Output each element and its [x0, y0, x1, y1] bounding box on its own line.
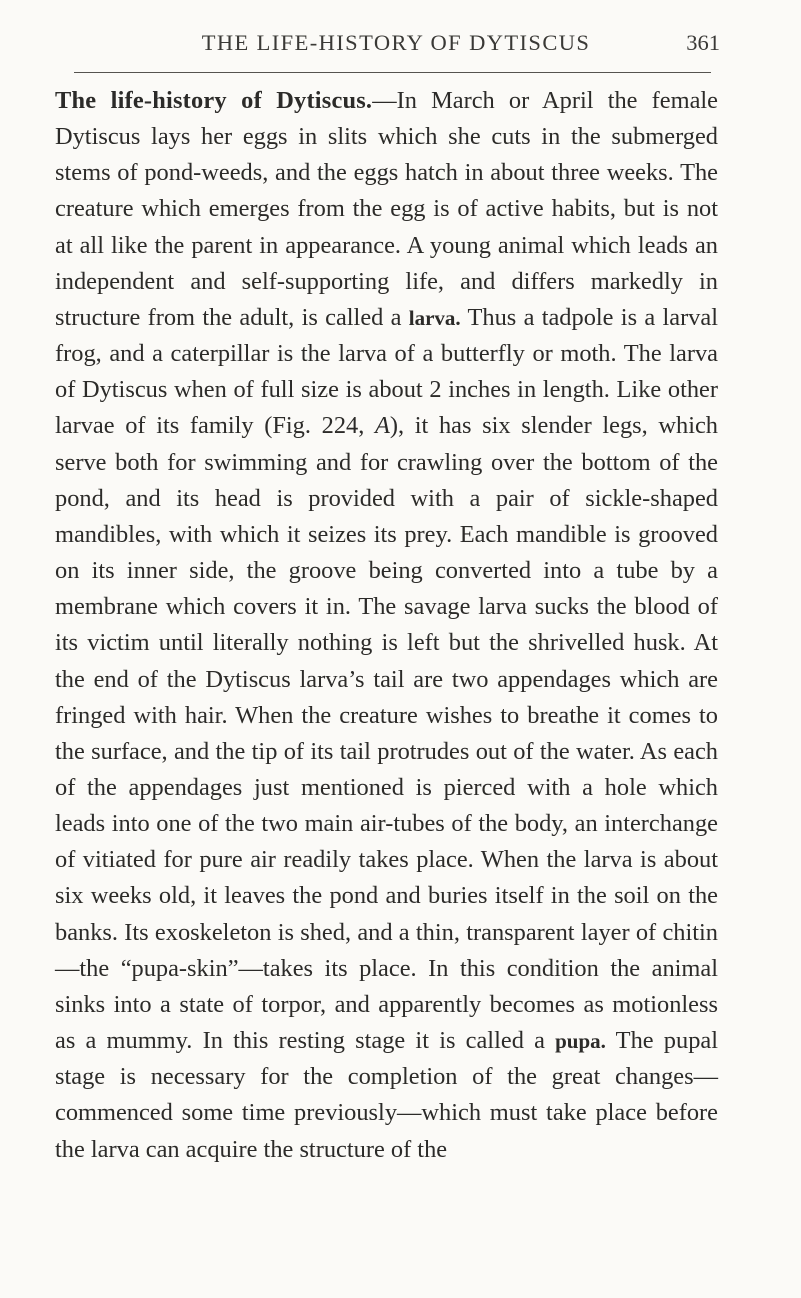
figure-reference-letter: A — [374, 412, 390, 440]
paragraph-text-3: ), it has six slender legs, which serve both for swimming and for crawling over the bottom of the pond, and its head is provided with a pair of sickle-shaped mandibles, with which it seizes its prey. Each mandible is grooved on its inner side, the groove being converted into a tube by a membrane which covers it in. The savage larva sucks the blood of its victim until literally nothing is left but the shrivelled husk. At the end of the Dytiscus larva’s tail are two appendages which are fringed with hair. When the creature wishes to breathe it comes to the surface, and the tip of its tail protrudes out of the water. As each of the appendages just mentioned is pierced with a hole which leads into one of the two main air-tubes of the body, an interchange of vitiated for pure air readily takes place. When the larva is about six weeks old, it leaves the pond and buries itself in the soil on the banks. Its exoskeleton is shed, and a thin, transparent layer of chitin—the “pupa-skin”—takes its place. In this condition the animal sinks into a state of torpor, and apparently becomes as motionless as a mummy. In this resting stage it is called a — [55, 412, 718, 1055]
term-larva: larva. — [408, 305, 461, 330]
running-head-title: THE LIFE-HISTORY OF DYTISCUS — [201, 30, 591, 55]
term-pupa: pupa. — [555, 1029, 606, 1054]
section-heading: The life-history of Dytiscus. — [55, 87, 373, 114]
paragraph — [55, 83, 718, 1168]
paragraph-text-4: The pupal stage is necessary for the completion of the great changes—commenced some time previously—which must take place before the larva can acquire the structure of the — [55, 1027, 718, 1163]
page-number: 361 — [686, 30, 720, 55]
running-head — [72, 30, 720, 64]
paragraph-text-2: Thus a tadpole is a larval frog, and a caterpillar is the larva of a butterfly or moth. The larva of Dytiscus when of full size is about 2 inches in length. Like other larvae of its family (Fig. 224, — [55, 303, 718, 440]
header-rule — [74, 72, 711, 73]
body-text — [55, 83, 718, 1168]
paragraph-text-1: —In March or April the female Dytiscus lays her eggs in slits which she cuts in the submerged stems of pond-weeds, and the eggs hatch in about three weeks. The creature which emerges from the egg is of active habits, but is not at all like the parent in appearance. A young animal which leads an independent and self-supporting life, and differs markedly in structure from the adult, is called a — [55, 87, 718, 331]
